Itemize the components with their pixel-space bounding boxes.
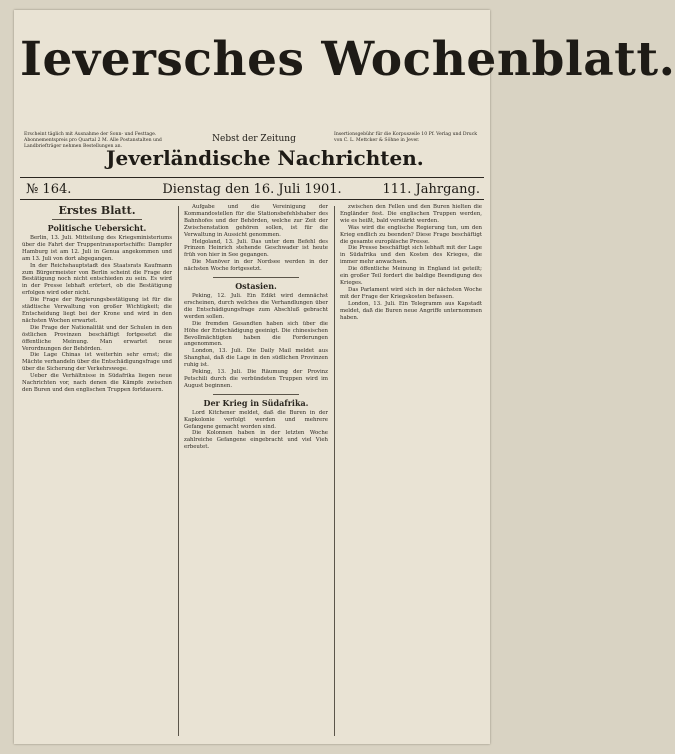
dateline [20, 180, 484, 200]
paragraph: Die Kolonnen haben in der letzten Woche zahlreiche Gefangene eingebracht und viel Vieh erbeutet. [184, 430, 328, 451]
paragraph: zwischen den Fellen und den Buren hielten die Engländer fest. Die englischen Truppen werden, wie es heißt, bald verstärkt werden. [340, 204, 482, 224]
volume: 111. Jahrgang. [382, 182, 480, 197]
subtitle: Jeverländische Nachrichten. [106, 146, 424, 170]
divider [213, 394, 299, 395]
bottom-rule [20, 199, 484, 200]
section-heading: Erstes Blatt. [58, 204, 136, 217]
masthead-title: Ieversches Wochenblatt. [20, 32, 675, 87]
top-rule [20, 177, 484, 178]
divider [52, 219, 142, 220]
imprint-left: Erscheint täglich mit Ausnahme der Sonn- und Festtage. Abonnementspreis pro Quartal 2 M. Alle Postanstalten und Landbriefträger nehmen Bestellungen an. [24, 132, 162, 150]
issue-date: Dienstag den 16. Juli 1901. [162, 182, 342, 197]
paragraph: Ueber die Verhältnisse in Südafrika liegen neue Nachrichten vor, nach denen die Kämpfe zwischen den Buren und den englischen Truppen fortdauern. [22, 373, 172, 393]
issue-number: № 164. [26, 182, 72, 197]
paragraph: Die fremden Gesandten haben sich über die Höhe der Entschädigung geeinigt. Die chinesischen Bevollmächtigten haben die Forderungen angenommen. [184, 320, 328, 348]
paragraph: Die öffentliche Meinung in England ist geteilt; ein großer Teil fordert die baldige Beendigung des Krieges. [340, 266, 482, 286]
column-3 [340, 204, 482, 740]
paragraph: London, 13. Juli. Die Daily Mail meldet aus Shanghai, daß die Lage in den südlichen Provinzen ruhig ist. [184, 348, 328, 369]
paragraph: London, 13. Juli. Ein Telegramm aus Kapstadt meldet, daß die Buren neue Angriffe unternommen haben. [340, 300, 482, 321]
newspaper-page [14, 10, 675, 744]
paragraph: Peking, 13. Juli. Die Räumung der Provinz Petschili durch die verbündeten Truppen wird im August beginnen. [184, 369, 328, 389]
paragraph: Die Frage der Regierungsbestätigung ist für die städtische Verwaltung von großer Wichtigkeit; die Entscheidung liegt bei der Krone und wird in den nächsten Wochen erwartet. [22, 297, 172, 324]
article-heading: Politische Uebersicht. [47, 223, 147, 233]
paragraph: Berlin, 13. Juli. Mitteilung des Kriegsministeriums über die Fahrt der Truppentransportschiffe: Dampfer Hamburg ist am 12. Juli in Genua angekommen und am 13. Juli von dort abgegangen. [22, 235, 172, 262]
divider [213, 277, 299, 278]
paragraph: Die Presse beschäftigt sich lebhaft mit der Lage in Südafrika und den Kosten des Krieges, die immer mehr anwachsen. [340, 245, 482, 266]
paragraph: Lord Kitchener meldet, daß die Buren in der Kapkolonie verfolgt werden und mehrere Gefangene gemacht worden sind. [184, 409, 328, 430]
column-2 [184, 204, 328, 740]
paragraph: Die Frage der Nationalität und der Schulen in den östlichen Provinzen beschäftigt fortgesetzt die öffentliche Meinung. Man erwartet neue Verordnungen der Behörden. [22, 324, 172, 352]
sub-heading: Nebst der Zeitung [212, 134, 296, 144]
paragraph: Was wird die englische Regierung tun, um den Krieg endlich zu beenden? Diese Frage beschäftigt die gesamte europäische Presse. [340, 224, 482, 245]
paragraph: Aufgabe und die Vereinigung der Kommandostellen für die Stationsbefehlshaber des Bahnhofes und der Behörden, welche zur Zeit der Zwischenstation gehören sollen, ist für die Verwaltung in Aussicht genommen. [184, 204, 328, 238]
paragraph: Das Parlament wird sich in der nächsten Woche mit der Frage der Kriegskosten befassen. [340, 286, 482, 300]
imprint-right: Insertionsgebühr für die Korpuszeile 10 Pf. Verlag und Druck von C. L. Mettcker & Söhne in Jever. [334, 132, 478, 144]
column-1 [22, 204, 172, 740]
paragraph: Die Lage Chinas ist weiterhin sehr ernst; die Mächte verhandeln über die Entschädigungsfrage und über die Sicherung der Verkehrswege. [22, 352, 172, 373]
article-heading: Der Krieg in Südafrika. [203, 397, 309, 408]
paragraph: Helgoland, 13. Juli. Das unter dem Befehl des Prinzen Heinrich stehende Geschwader ist heute früh von hier in See gegangen. [184, 238, 328, 259]
paragraph: Die Manöver in der Nordsee werden in der nächsten Woche fortgesetzt. [184, 259, 328, 273]
paragraph: In der Reichshauptstadt des Staatsrats Kaufmann zum Bürgermeister von Berlin scheint die Frage der Bestätigung noch nicht entschieden zu sein. Es wird in der Presse lebhaft erörtert, ob die Bestätigung erfolgen wird oder nicht. [22, 262, 172, 297]
paragraph: Peking, 12. Juli. Ein Edikt wird demnächst erscheinen, durch welches die Verhandlungen über die Entschädigungsfrage zum Abschluß gebracht werden sollen. [184, 293, 328, 320]
article-heading: Ostasien. [235, 281, 277, 292]
column-divider [178, 206, 179, 736]
column-divider [334, 206, 335, 736]
